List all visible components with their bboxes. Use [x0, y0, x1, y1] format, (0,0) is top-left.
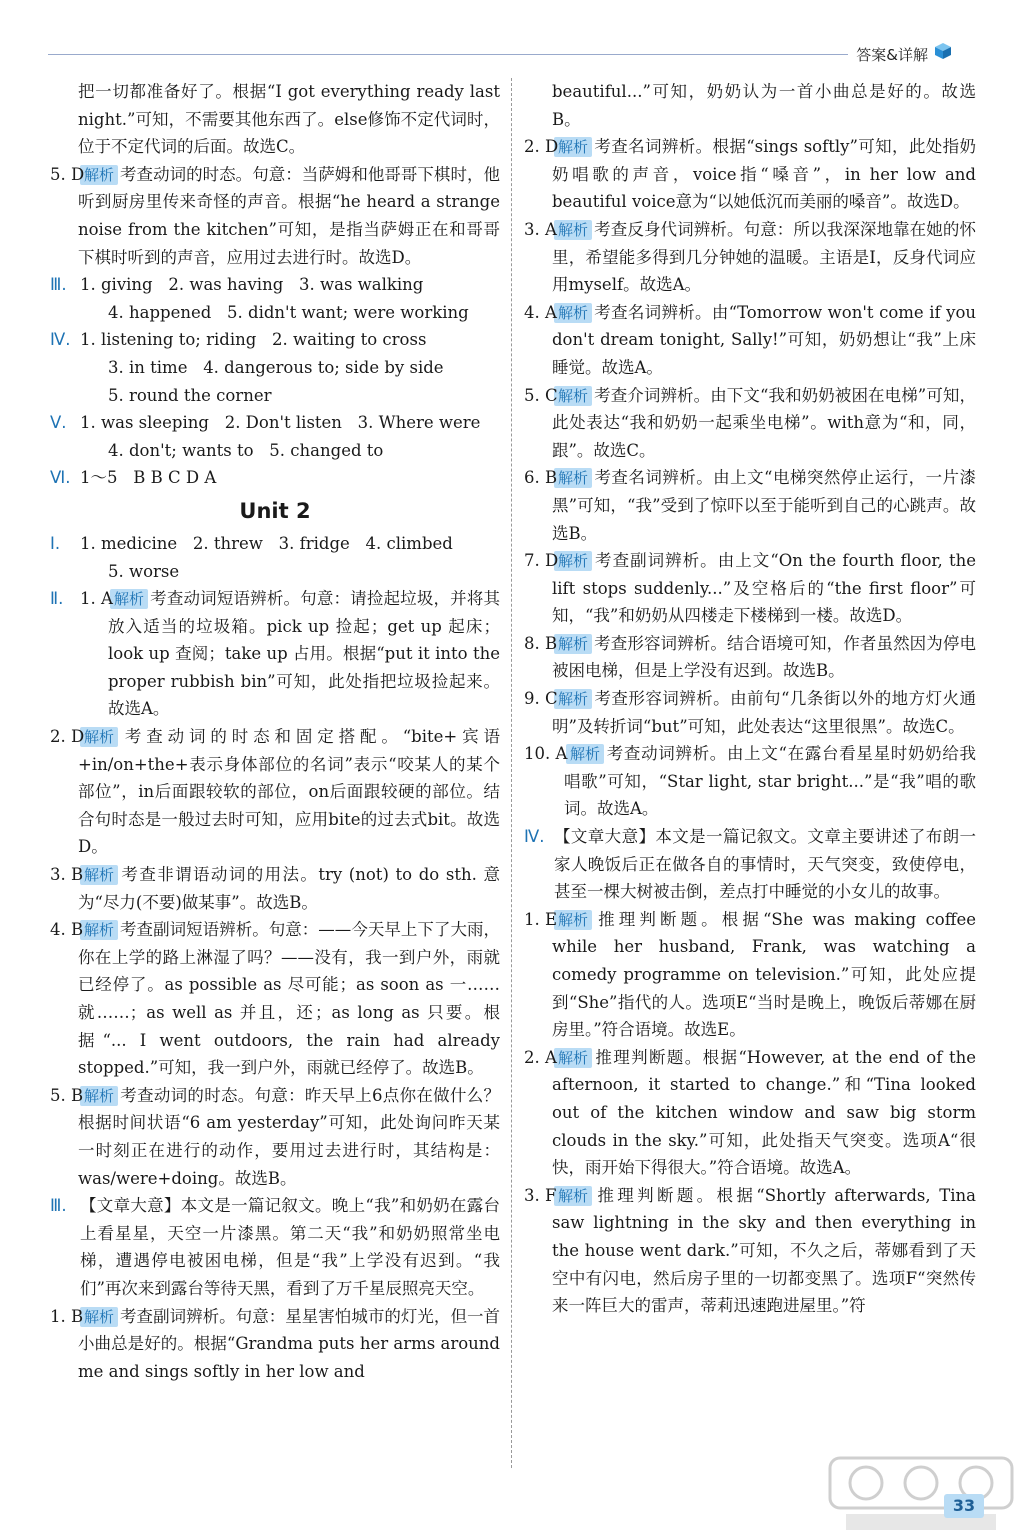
section-numeral: Ⅳ.	[50, 330, 71, 350]
answer-number: 6. B	[524, 468, 558, 488]
answer-item	[80, 585, 500, 723]
answer-row: 4. don't; wants to 5. changed to	[108, 440, 384, 460]
section-5	[50, 409, 500, 464]
answer-number: 5. C	[524, 385, 558, 405]
analysis-tag: 解析	[554, 1186, 592, 1206]
answer-number: 3. B	[50, 865, 84, 885]
answer-number: 1. E	[524, 909, 558, 929]
analysis-tag: 解析	[554, 386, 592, 406]
page-number: 33	[944, 1494, 984, 1518]
analysis-tag: 解析	[80, 920, 118, 940]
answer-item	[524, 906, 976, 1044]
analysis-tag: 解析	[80, 865, 118, 885]
analysis-tag: 解析	[554, 689, 592, 709]
section-4	[50, 326, 500, 409]
answer-number: 2. D	[50, 727, 85, 747]
analysis-tag: 解析	[554, 551, 592, 571]
answer-item	[524, 1044, 976, 1182]
continued-text: beautiful...”可知，奶奶认为一首小曲总是好的。故选B。	[552, 82, 976, 129]
analysis-tag: 解析	[110, 589, 148, 609]
answer-item	[50, 1303, 500, 1386]
answer-number: 1. B	[50, 1306, 84, 1326]
answer-row: 1. was sleeping 2. Don't listen 3. Where were	[80, 413, 481, 433]
answer-item	[524, 685, 976, 740]
analysis-tag: 解析	[80, 165, 118, 185]
unit2-section-1	[50, 530, 500, 585]
answer-item	[50, 916, 500, 1082]
answer-text: 推理判断题。根据“Shortly afterwards, Tina saw lightning in the sky and then everything in the house went dark.”可知，不久之后，蒂娜看到了天空中有闪电，然后房子里的一切都变黑了。选项F“突然传来一阵巨大的雷声，蒂莉迅速跑进屋里。”符	[552, 1185, 976, 1316]
summary-text: 本文是一篇记叙文。文章主要讲述了布朗一家人晚饭后正在做各自的事情时，天气突变，致使停电，甚至一棵大树被击倒，差点打中睡觉的小女儿的故事。	[554, 827, 977, 902]
answer-text: 考查动词的时态和固定搭配。“bite+宾语+in/on+the+表示身体部位的名词”表示“咬某人的某个部位”，in后面跟较软的部位，on后面跟较硬的部位。结合句时态是一般过去时可知，应用bite的过去式bit。故选D。	[78, 727, 500, 857]
section-3	[50, 271, 500, 326]
header-label: 答案&详解	[856, 46, 928, 64]
answer-row: 1. medicine 2. threw 3. fridge 4. climbed	[80, 533, 453, 553]
answer-text: 考查动词的时态。句意：昨天早上6点你在做什么？根据时间状语“6 am yesterday”可知，此处询问昨天某一时刻正在进行的动作，要用过去进行时，其结构是：was/were+doing。故选B。	[78, 1085, 500, 1188]
answer-item	[524, 382, 976, 465]
answer-item	[50, 723, 500, 861]
answer-text: 考查名词辨析。根据“sings softly”可知，此处指奶奶唱歌的声音，voice指“嗓音”，in her low and beautiful voice意为“以她低沉而美丽的嗓音”。故选D。	[552, 137, 976, 212]
summary-label: 【文章大意】	[80, 1196, 181, 1216]
section-numeral: Ⅴ.	[50, 413, 67, 433]
unit-heading: Unit 2	[239, 498, 311, 523]
answer-item	[524, 133, 976, 216]
answer-item	[524, 216, 976, 299]
analysis-tag: 解析	[80, 1307, 118, 1327]
unit2-section-2	[50, 585, 500, 723]
answer-text: 推理判断题。根据“She was making coffee while her husband, Frank, was watching a comedy programme on television.”可知，此处应提到“She”指代的人。选项E“当时是晚上，晚饭后蒂娜在厨房里。”符合语境。故选E。	[552, 909, 976, 1040]
answer-item	[50, 1082, 500, 1192]
answer-number: 5. B	[50, 1085, 84, 1105]
answer-row: 1～5 B B C D A	[80, 468, 217, 488]
answer-row: 4. happened 5. didn't want; were working	[108, 302, 469, 322]
header-rule	[48, 54, 848, 55]
summary-section	[50, 1192, 500, 1302]
answer-item	[524, 1182, 976, 1320]
answer-item	[50, 161, 500, 271]
analysis-tag: 解析	[80, 1086, 118, 1106]
answer-number: 4. B	[50, 920, 84, 940]
section-numeral: Ⅲ.	[50, 275, 67, 295]
answer-text: 考查动词短语辨析。句意：请捡起垃圾，并将其放入适当的垃圾箱。pick up 捡起；get up 起床；look up 查阅；take up 占用。根据“put it into the proper rubbish bin”可知，此处指把垃圾捡起来。故选A。	[108, 589, 500, 719]
analysis-tag: 解析	[554, 634, 592, 654]
answer-row: 5. worse	[108, 561, 180, 581]
section-numeral: Ⅵ.	[50, 468, 71, 488]
answer-number: 9. C	[524, 689, 558, 709]
section-numeral: Ⅳ.	[524, 827, 545, 847]
section-6	[50, 464, 500, 492]
answer-text: 推理判断题。根据“However, at the end of the afternoon, it started to change.”和“Tina looked out of the kitchen window and saw big storm clouds in the sky.”可知，此处指天气突变。选项A“很快，雨开始下得很大。”符合语境。故选A。	[552, 1047, 976, 1178]
answer-item	[524, 299, 976, 382]
analysis-tag: 解析	[554, 220, 592, 240]
answer-number: 1. A	[80, 589, 113, 609]
summary-label: 【文章大意】	[554, 827, 656, 847]
analysis-tag: 解析	[554, 910, 592, 930]
column-divider	[511, 78, 512, 1468]
section-numeral: Ⅱ.	[50, 589, 64, 609]
answer-text: 考查形容词辨析。由前句“几条街以外的地方灯火通明”及转折词“but”可知，此处表达“这里很黑”。故选C。	[552, 689, 976, 736]
answer-number: 2. A	[524, 1047, 557, 1067]
answer-text: 考查名词辨析。由“Tomorrow won't come if you don't dream tonight, Sally!”可知，奶奶想让“我”上床睡觉。故选A。	[552, 302, 976, 377]
answer-number: 4. A	[524, 302, 557, 322]
answer-item	[50, 861, 500, 916]
left-column	[50, 78, 500, 1385]
answer-item	[524, 464, 976, 547]
summary-text: 本文是一篇记叙文。晚上“我”和奶奶在露台上看星星，天空一片漆黑。第二天“我”和奶奶照常坐电梯，遭遇停电被困电梯，但是“我”上学没有迟到。“我们”再次来到露台等待天黑，看到了万千星辰照亮天空。	[80, 1196, 501, 1298]
continued-text: 把一切都准备好了。根据“I got everything ready last night.”可知，不需要其他东西了。else修饰不定代词时，位于不定代词的后面。故选C。	[78, 82, 500, 157]
answer-row: 5. round the corner	[108, 385, 272, 405]
cube-icon	[934, 42, 952, 60]
analysis-tag: 解析	[80, 727, 118, 747]
right-column	[524, 78, 976, 1320]
page-header	[48, 44, 948, 64]
answer-text: 考查动词的时态。句意：当萨姆和他哥哥下棋时，他听到厨房里传来奇怪的声音。根据“he heard a strange noise from the kitchen”可知，是指当萨姆正在和哥哥下棋时听到的声音，应用过去进行时。故选D。	[78, 164, 500, 267]
summary-section	[524, 823, 976, 906]
analysis-tag: 解析	[554, 468, 592, 488]
answer-item	[524, 740, 976, 823]
answer-number: 3. F	[524, 1185, 557, 1205]
answer-text: 考查形容词辨析。结合语境可知，作者虽然因为停电被困电梯，但是上学没有迟到。故选B。	[552, 633, 976, 681]
answer-number: 10. A	[524, 744, 568, 764]
answer-text: 考查介词辨析。由下文“我和奶奶被困在电梯”可知，此处表达“我和奶奶一起乘坐电梯”。with意为“和，同，跟”。故选C。	[552, 385, 976, 460]
section-numeral: Ⅰ.	[50, 533, 61, 553]
section-numeral: Ⅲ.	[50, 1196, 67, 1216]
answer-row: 1. listening to; riding 2. waiting to cross	[80, 330, 427, 350]
answer-row: 1. giving 2. was having 3. was walking	[80, 275, 424, 295]
analysis-tag: 解析	[554, 1048, 592, 1068]
answer-number: 7. D	[524, 551, 559, 571]
answer-item	[524, 630, 976, 685]
watermark-logo	[826, 1454, 1016, 1536]
answer-text: 考查副词辨析。由上文“On the fourth floor, the lift stops suddenly...”及空格后的“the first floor”可知，“我”和奶奶从四楼走下楼梯到一楼。故选D。	[552, 551, 976, 626]
answer-number: 3. A	[524, 219, 557, 239]
answer-text: 考查动词辨析。由上文“在露台看星星时奶奶给我唱歌”可知，“Star light, star bright...”是“我”唱的歌词。故选A。	[564, 744, 976, 819]
analysis-tag: 解析	[554, 303, 592, 323]
analysis-tag: 解析	[566, 744, 604, 764]
answer-text: 考查副词短语辨析。句意：——今天早上下了大雨，你在上学的路上淋湿了吗？——没有，我一到户外，雨就已经停了。as possible as 尽可能；as soon as 一……就……；as well as 并且，还；as long as 只要。根据“... I went outdoors, the rain had already stopped.”可知，我一到户外，雨就已经停了。故选B。	[78, 920, 500, 1078]
answer-number: 2. D	[524, 137, 559, 157]
answer-number: 8. B	[524, 633, 558, 653]
answer-text: 考查副词辨析。句意：星星害怕城市的灯光，但一首小曲总是好的。根据“Grandma puts her arms around me and sings softly in her low and	[78, 1306, 500, 1381]
answer-text: 考查非谓语动词的用法。try (not) to do sth. 意为“尽力(不要)做某事”。故选B。	[78, 865, 500, 912]
answer-text: 考查名词辨析。由上文“电梯突然停止运行，一片漆黑”可知，“我”受到了惊吓以至于能听到自己的心跳声。故选B。	[552, 468, 976, 543]
analysis-tag: 解析	[554, 137, 592, 157]
answer-item	[524, 547, 976, 630]
answer-row: 3. in time 4. dangerous to; side by side	[108, 357, 444, 377]
answer-number: 5. D	[50, 164, 85, 184]
answer-text: 考查反身代词辨析。句意：所以我深深地靠在她的怀里，希望能多得到几分钟她的温暖。主语是I，反身代词应用myself。故选A。	[552, 219, 976, 295]
